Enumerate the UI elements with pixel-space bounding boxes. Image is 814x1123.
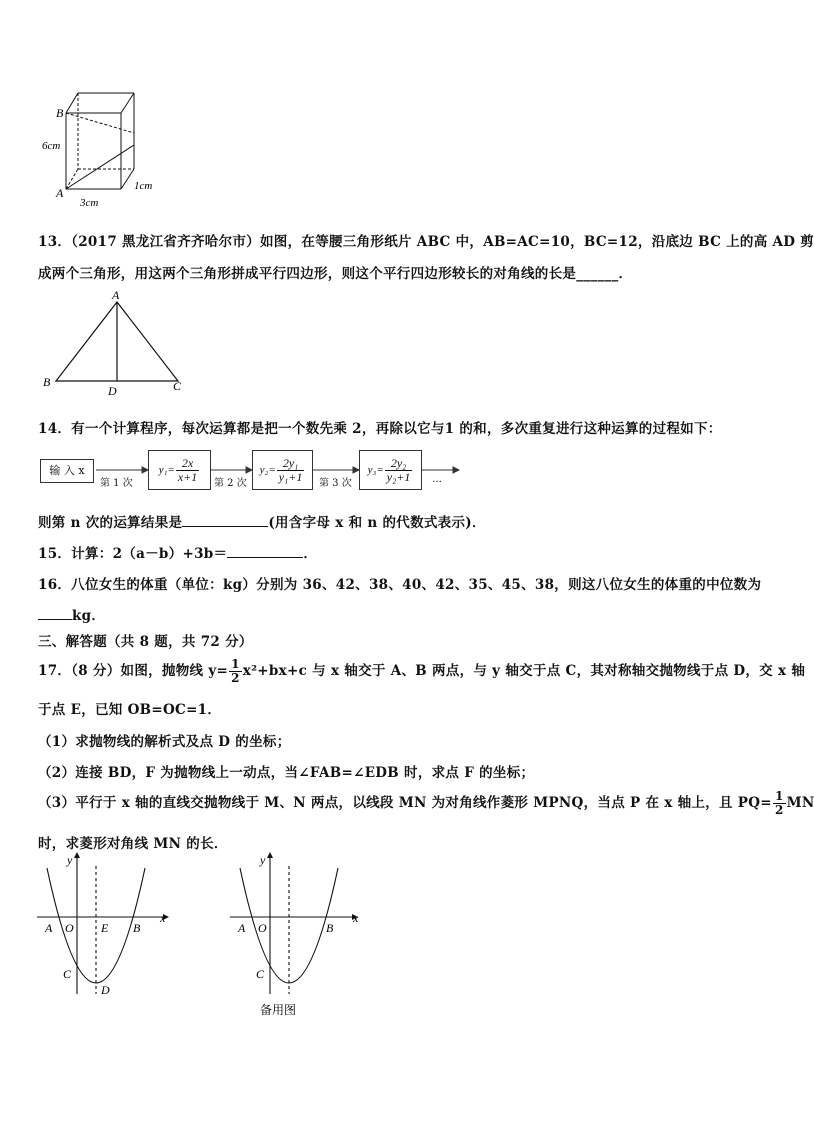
- fig1-o-label: O: [65, 921, 74, 935]
- fig1-b-label: B: [133, 921, 141, 935]
- q14-answer-blank: [182, 514, 268, 527]
- backup-figure-caption: 备用图: [260, 1003, 297, 1017]
- q17-line2: 于点 E，已知 OB=OC=1．: [38, 702, 222, 718]
- q17-frac-den: 2: [231, 671, 240, 685]
- y2-den: y₁+1: [278, 469, 303, 484]
- step2-label: 第 2 次: [214, 478, 247, 489]
- q16-line1: 16．八位女生的体重（单位：kg）分别为 36、42、38、40、42、35、45、38，则这八位女生的体重的中位数为: [38, 577, 762, 593]
- q13-line2: 成两个三角形，用这两个三角形拼成平行四边形，则这个平行四边形较长的对角线的长是______．: [38, 266, 633, 282]
- tri-a-label: A: [112, 288, 120, 302]
- flow-dots: …: [432, 474, 442, 485]
- q17-p3-frac-den: 2: [774, 803, 784, 817]
- q17-frac-num: 1: [231, 657, 240, 671]
- fig2-x-label: x: [353, 911, 359, 925]
- section-3-heading: 三、解答题（共 8 题，共 72 分）: [38, 634, 253, 650]
- prism-figure: [40, 85, 170, 215]
- y3-lhs: y₃=: [367, 464, 384, 476]
- q17-part3-a: （3）平行于 x 轴的直线交抛物线于 M、N 两点，以线段 MN 为对角线作菱形 MPNQ，当点 P 在 x 轴上，且 PQ=: [38, 795, 772, 811]
- y3-den: y₂+1: [386, 469, 411, 484]
- flow-step1-box: [148, 450, 211, 490]
- parabola-figure: [35, 852, 175, 1000]
- y1-lhs: y₁=: [158, 464, 175, 476]
- q16-line2: [38, 604, 105, 624]
- tri-b-label: B: [43, 375, 51, 389]
- fig2-a-label: A: [238, 921, 246, 935]
- triangle-figure: [38, 288, 198, 396]
- q15-text: 15．计算：2（a－b）+3b＝: [38, 546, 228, 562]
- fig1-e-label: E: [101, 921, 109, 935]
- fig2-c-label: C: [256, 967, 265, 981]
- flow-step3-box: [359, 450, 422, 490]
- width-label: 3cm: [80, 197, 99, 209]
- fig2-y-label: y: [260, 853, 266, 867]
- q17-part3: [38, 790, 814, 817]
- q14-line2-prefix: 则第 n 次的运算结果是: [38, 515, 183, 531]
- height-label: 6cm: [42, 140, 61, 152]
- q17-part3-b: MN: [786, 795, 814, 811]
- q17-line1-b: x²+bx+c 与 x 轴交于 A、B 两点，与 y 轴交于点 C，其对称轴交抛物线于点 D，交 x 轴: [242, 663, 806, 679]
- q17-line1-a: 17．（8 分）如图，抛物线 y=: [38, 663, 229, 679]
- fig2-b-label: B: [326, 921, 334, 935]
- q14-line2-suffix: (用含字母 x 和 n 的代数式表示)．: [268, 515, 486, 531]
- tri-d-label: D: [108, 384, 117, 398]
- q16-unit: kg．: [72, 608, 106, 624]
- flow-input-box: [40, 459, 94, 483]
- fig1-d-label: D: [101, 983, 110, 997]
- flow-step2-box: [252, 450, 313, 490]
- step1-label: 第 1 次: [100, 478, 133, 489]
- flow-input-label: 输 入 x: [49, 464, 85, 477]
- q16-answer-blank: [38, 607, 72, 620]
- backup-parabola-figure: [228, 852, 368, 1020]
- fig2-o-label: O: [258, 921, 267, 935]
- q15-answer-blank: [227, 545, 303, 558]
- q17-part1: （1）求抛物线的解析式及点 D 的坐标；: [38, 734, 291, 750]
- vertex-a-label: A: [56, 186, 64, 200]
- q15-end: ．: [303, 546, 318, 562]
- q17-p3-frac-num: 1: [774, 789, 784, 803]
- q17-part2: （2）连接 BD，F 为抛物线上一动点，当∠FAB=∠EDB 时，求点 F 的坐标；: [38, 765, 535, 781]
- q13-line1: 13．（2017 黑龙江省齐齐哈尔市）如图，在等腰三角形纸片 ABC 中，AB=AC=10，BC=12，沿底边 BC 上的高 AD 剪: [38, 234, 814, 250]
- q14-line1: 14．有一个计算程序，每次运算都是把一个数先乘 2，再除以它与1 的和，多次重复进行这种运算的过程如下：: [38, 421, 722, 437]
- fig1-c-label: C: [63, 967, 72, 981]
- flow-diagram: [38, 446, 468, 492]
- vertex-b-label: B: [56, 106, 64, 120]
- tri-c-label: C: [173, 379, 182, 393]
- q15-line: [38, 542, 317, 562]
- y1-num: 2x: [176, 457, 199, 471]
- fig1-a-label: A: [45, 921, 53, 935]
- y3-num: 2y₂: [385, 457, 413, 471]
- q17-line1: [38, 658, 805, 685]
- y1-den: x+1: [177, 469, 198, 484]
- fig1-x-label: x: [160, 911, 166, 925]
- y2-num: 2y₁: [277, 457, 305, 471]
- depth-label: 1cm: [134, 180, 153, 192]
- q14-line2: [38, 511, 486, 531]
- fig1-y-label: y: [67, 853, 73, 867]
- q17-part3-cont: 时，求菱形对角线 MN 的长．: [38, 836, 228, 852]
- y2-lhs: y₂=: [259, 464, 276, 476]
- step3-label: 第 3 次: [319, 478, 352, 489]
